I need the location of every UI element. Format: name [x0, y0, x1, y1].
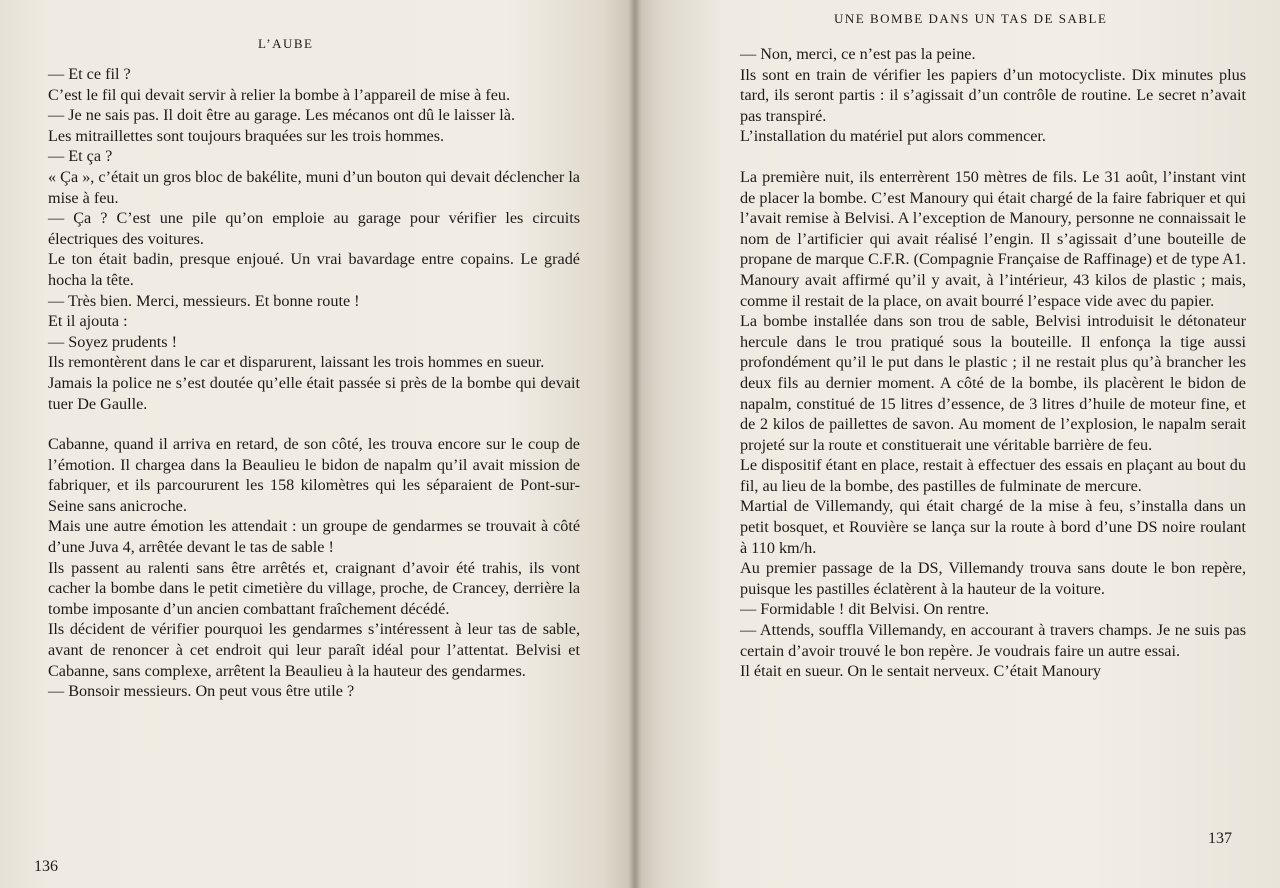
paragraph: — Attends, souffla Villemandy, en accourant à travers champs. Je ne suis pas certain d’avoir trouvé le bon repère. Je voudrais faire un autre essai. [740, 621, 1246, 660]
paragraph: — Formidable ! dit Belvisi. On rentre. [740, 600, 990, 619]
paragraph: — Très bien. Merci, messieurs. Et bonne route ! [48, 291, 360, 310]
paragraph: Ils remontèrent dans le car et disparurent, laissant les trois hommes en sueur. [48, 353, 545, 372]
paragraph: Il était en sueur. On le sentait nerveux. C’était Manoury [740, 662, 1101, 681]
paragraph: Le dispositif étant en place, restait à effectuer des essais en plaçant au bout du fil, au lieu de la bombe, des pastilles de fulminate de mercure. [740, 456, 1246, 495]
right-page-body [740, 44, 1246, 682]
paragraph: — Soyez prudents ! [48, 332, 178, 351]
paragraph: Jamais la police ne s’est doutée qu’elle était passée si près de la bombe qui devait tuer De Gaulle. [48, 373, 580, 413]
paragraph: — Et ce fil ? [48, 65, 131, 83]
paragraph: Ils décident de vérifier pourquoi les gendarmes s’intéressent à leur tas de sable, avant de renoncer à cet endroit qui leur paraît idéal pour l’attentat. Belvisi et Cabanne, sans complexe, arrêtent la Beaulieu à la hauteur des gendarmes. [48, 620, 580, 680]
paragraph: Cabanne, quand il arriva en retard, de son côté, les trouva encore sur le coup de l’émotion. Il chargea dans la Beaulieu le bidon de napalm qu’il avait mission de fabriquer, et ils parcoururent les 158 kilomètres qui les séparaient de Pont-sur-Seine sans anicroche. [48, 435, 580, 515]
paragraph: La bombe installée dans son trou de sable, Belvisi introduisit le détonateur hercule dans le trou pratiqué sous la bouteille. Il enfonça la tige aussi profondément qu’il le put dans le plastic ; il ne restait plus qu’à brancher les deux fils au dernier moment. A côté de la bombe, ils placèrent le bidon de napalm, constitué de 15 litres d’essence, de 3 litres d’huile de moteur fine, et de 2 kilos de paillettes de savon. Au moment de l’explosion, le napalm serait projeté sur la route et constituerait une véritable barrière de feu. [740, 312, 1246, 454]
paragraph: — Et ça ? [48, 147, 113, 166]
paragraph: Le ton était badin, presque enjoué. Un vrai bavardage entre copains. Le gradé hocha la tête. [48, 250, 580, 289]
paragraph: Et il ajouta : [48, 312, 128, 331]
paragraph: Les mitraillettes sont toujours braquées sur les trois hommes. [48, 126, 445, 145]
paragraph: Ils passent au ralenti sans être arrêtés et, craignant d’avoir été trahis, ils vont cacher la bombe dans le petit cimetière du village, proche, de Crancey, derrière la tombe imposante d’un ancien combattant fraîchement décédé. [48, 558, 580, 618]
paragraph: — Bonsoir messieurs. On peut vous être utile ? [48, 682, 355, 701]
right-page [634, 0, 1280, 888]
left-page [0, 0, 634, 888]
paragraph: Au premier passage de la DS, Villemandy trouva sans doute le bon repère, puisque les pastilles éclatèrent à la hauteur de la voiture. [740, 559, 1246, 598]
paragraph: La première nuit, ils enterrèrent 150 mètres de fils. Le 31 août, l’instant vint de placer la bombe. C’est Manoury qui était chargé de la faire fabriquer et qui l’avait remise à Belvisi. A l’exception de Manoury, personne ne connaissait le nom de l’artificier qui avait réalisé l’engin. Il s’agissait d’une bouteille de propane de marque C.F.R. (Compagnie Française de Raffinage) et de type A1. Manoury avait affirmé qu’il y avait, à l’intérieur, 43 kilos de plastic ; mais, comme il restait de la place, on avait bourré l’espace vide avec du papier. [740, 167, 1246, 310]
book-gutter [628, 0, 642, 888]
paragraph: « Ça », c’était un gros bloc de bakélite, muni d’un bouton qui devait déclencher la mise à feu. [48, 167, 580, 207]
page-number-right: 137 [1208, 830, 1232, 847]
running-head-left: L’AUBE [258, 36, 314, 51]
paragraph: — Non, merci, ce n’est pas la peine. [740, 45, 976, 63]
left-page-body [48, 64, 580, 702]
paragraph: Ils sont en train de vérifier les papiers d’un motocycliste. Dix minutes plus tard, ils seront partis : il s’agissait d’un contrôle de routine. Le secret n’avait pas transpiré. [740, 65, 1246, 125]
paragraph: — Je ne sais pas. Il doit être au garage. Les mécanos ont dû le laisser là. [48, 106, 516, 125]
page-number-left: 136 [34, 858, 58, 875]
paragraph: Mais une autre émotion les attendait : un groupe de gendarmes se trouvait à côté d’une Juva 4, arrêtée devant le tas de sable ! [48, 517, 580, 557]
paragraph: — Ça ? C’est une pile qu’on emploie au garage pour vérifier les circuits électriques des voitures. [48, 209, 580, 248]
paragraph: Martial de Villemandy, qui était chargé de la mise à feu, s’installa dans un petit bosquet, et Rouvière se lança sur la route à bord d’une DS noire roulant à 110 km/h. [740, 497, 1246, 557]
running-head-right: UNE BOMBE DANS UN TAS DE SABLE [834, 11, 1108, 26]
paragraph: L’installation du matériel put alors commencer. [740, 127, 1046, 146]
paragraph: C’est le fil qui devait servir à relier la bombe à l’appareil de mise à feu. [48, 85, 511, 104]
